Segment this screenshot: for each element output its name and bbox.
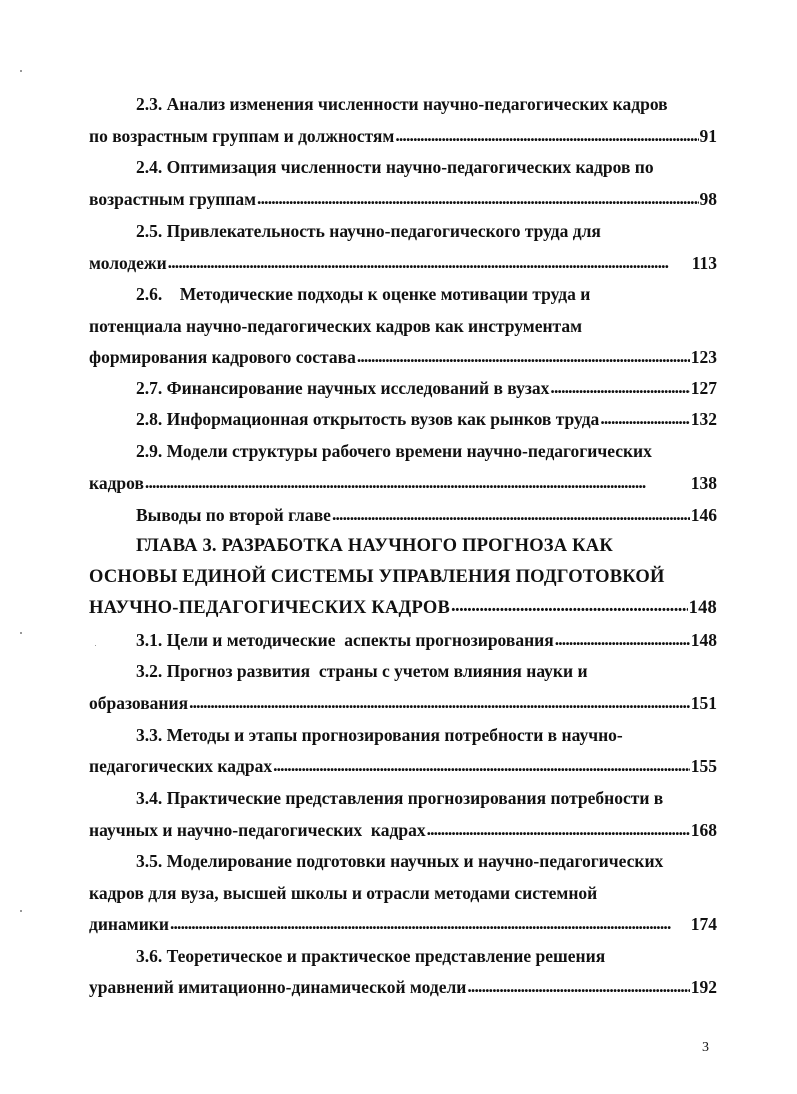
dot-leader [555,632,690,646]
toc-entry-title: педагогических кадрах [89,756,273,776]
scan-speck [20,910,22,912]
toc-line [89,189,717,209]
toc-page-number: 148 [688,598,717,618]
toc-entry-title: 3.2. Прогноз развития страны с учетом влияния науки и [136,661,588,681]
toc-page-number: 123 [690,347,717,367]
toc-page-number: 146 [690,505,717,525]
toc-entry-title: 2.8. Информационная открытость вузов как рынков труда [136,409,600,429]
dot-leader [273,758,690,772]
toc-page-number: 91 [699,126,717,146]
toc-entry-title: 3.4. Практические представления прогнозирования потребности в [136,788,664,808]
toc-entry-title: 2.7. Финансирование научных исследований в вузах [136,378,550,398]
toc-page-number: 168 [690,820,717,840]
toc-entry-title: возрастным группам [89,189,257,209]
toc-entry-title: 2.9. Модели структуры рабочего времени научно-педагогических [136,441,652,461]
dot-leader [451,599,688,613]
toc-line [89,946,717,966]
dot-leader [550,380,689,394]
toc-entry-title: кадров для вуза, высшей школы и отрасли методами системной [89,883,598,903]
toc-page-number: 192 [690,977,717,997]
dot-leader [168,255,691,269]
toc-line [89,661,717,681]
toc-page-number: 138 [690,473,717,493]
toc-line [89,441,717,461]
toc-line [89,630,717,650]
toc-line [89,409,717,429]
toc-entry-title: 3.6. Теоретическое и практическое представление решения [136,946,606,966]
dot-leader [395,128,698,142]
toc-line [89,883,717,903]
dot-leader [357,349,690,363]
dot-leader [145,475,690,489]
toc-page-number: 98 [699,189,717,209]
toc-line [89,316,717,336]
toc-line [89,505,717,525]
toc-line [89,221,717,241]
scan-speck [95,645,96,646]
page-number: 3 [702,1040,709,1055]
toc-line [89,253,717,273]
toc-page-number: 148 [690,630,717,650]
dot-leader [257,191,698,205]
chapter-heading-line [89,536,717,556]
toc-line [89,788,717,808]
toc-entry-title: потенциала научно-педагогических кадров как инструментам [89,316,583,336]
toc-line [89,94,717,114]
toc-entry-title: кадров [89,473,144,493]
toc-entry-title: 2.4. Оптимизация численности научно-педагогических кадров по [136,157,654,177]
toc-entry-title: научных и научно-педагогических кадрах [89,820,426,840]
dot-leader [467,979,689,993]
toc-line [89,756,717,776]
toc-line [89,473,717,493]
toc-entry-title: по возрастным группам и должностям [89,126,395,146]
toc-entry-title: 3.3. Методы и этапы прогнозирования потребности в научно- [136,725,623,745]
toc-entry-title: 2.3. Анализ изменения численности научно-педагогических кадров [136,94,668,114]
toc-entry-title: молодежи [89,253,167,273]
toc-page-number: 174 [690,914,717,934]
toc-entry-title: формирования кадрового состава [89,347,356,367]
scan-speck [20,70,22,72]
chapter-title: НАУЧНО-ПЕДАГОГИЧЕСКИХ КАДРОВ [89,598,450,618]
toc-entry-title: 2.6. Методические подходы к оценке мотивации труда и [136,284,591,304]
toc-line [89,820,717,840]
toc-entry-title: образования [89,693,189,713]
scan-speck [20,632,22,634]
toc-page-number: 151 [690,693,717,713]
toc-entry-title: уравнений имитационно-динамической модели [89,977,467,997]
chapter-title: ГЛАВА 3. РАЗРАБОТКА НАУЧНОГО ПРОГНОЗА КАК [136,536,613,556]
toc-entry-title: 3.5. Моделирование подготовки научных и научно-педагогических [136,851,664,871]
toc-line [89,977,717,997]
chapter-heading-line [89,567,717,587]
chapter-heading-line [89,598,717,618]
toc-line [89,725,717,745]
toc-entry-title: Выводы по второй главе [136,505,331,525]
toc-entry-title: динамики [89,914,169,934]
chapter-title: ОСНОВЫ ЕДИНОЙ СИСТЕМЫ УПРАВЛЕНИЯ ПОДГОТОВКОЙ [89,567,665,587]
dot-leader [600,411,689,425]
dot-leader [332,507,690,521]
toc-line [89,378,717,398]
toc-line [89,851,717,871]
toc-line [89,347,717,367]
toc-page-number: 132 [690,409,717,429]
toc-line [89,126,717,146]
dot-leader [170,916,690,930]
toc-page-number: 127 [690,378,717,398]
dot-leader [189,695,690,709]
toc-entry-title: 2.5. Привлекательность научно-педагогического труда для [136,221,601,241]
toc-line [89,914,717,934]
toc-page-number: 113 [691,253,717,273]
toc-entry-title: 3.1. Цели и методические аспекты прогнозирования [136,630,554,650]
toc-line [89,693,717,713]
dot-leader [427,822,690,836]
toc-line [89,157,717,177]
toc-page-number: 155 [690,756,717,776]
toc-line [89,284,717,304]
